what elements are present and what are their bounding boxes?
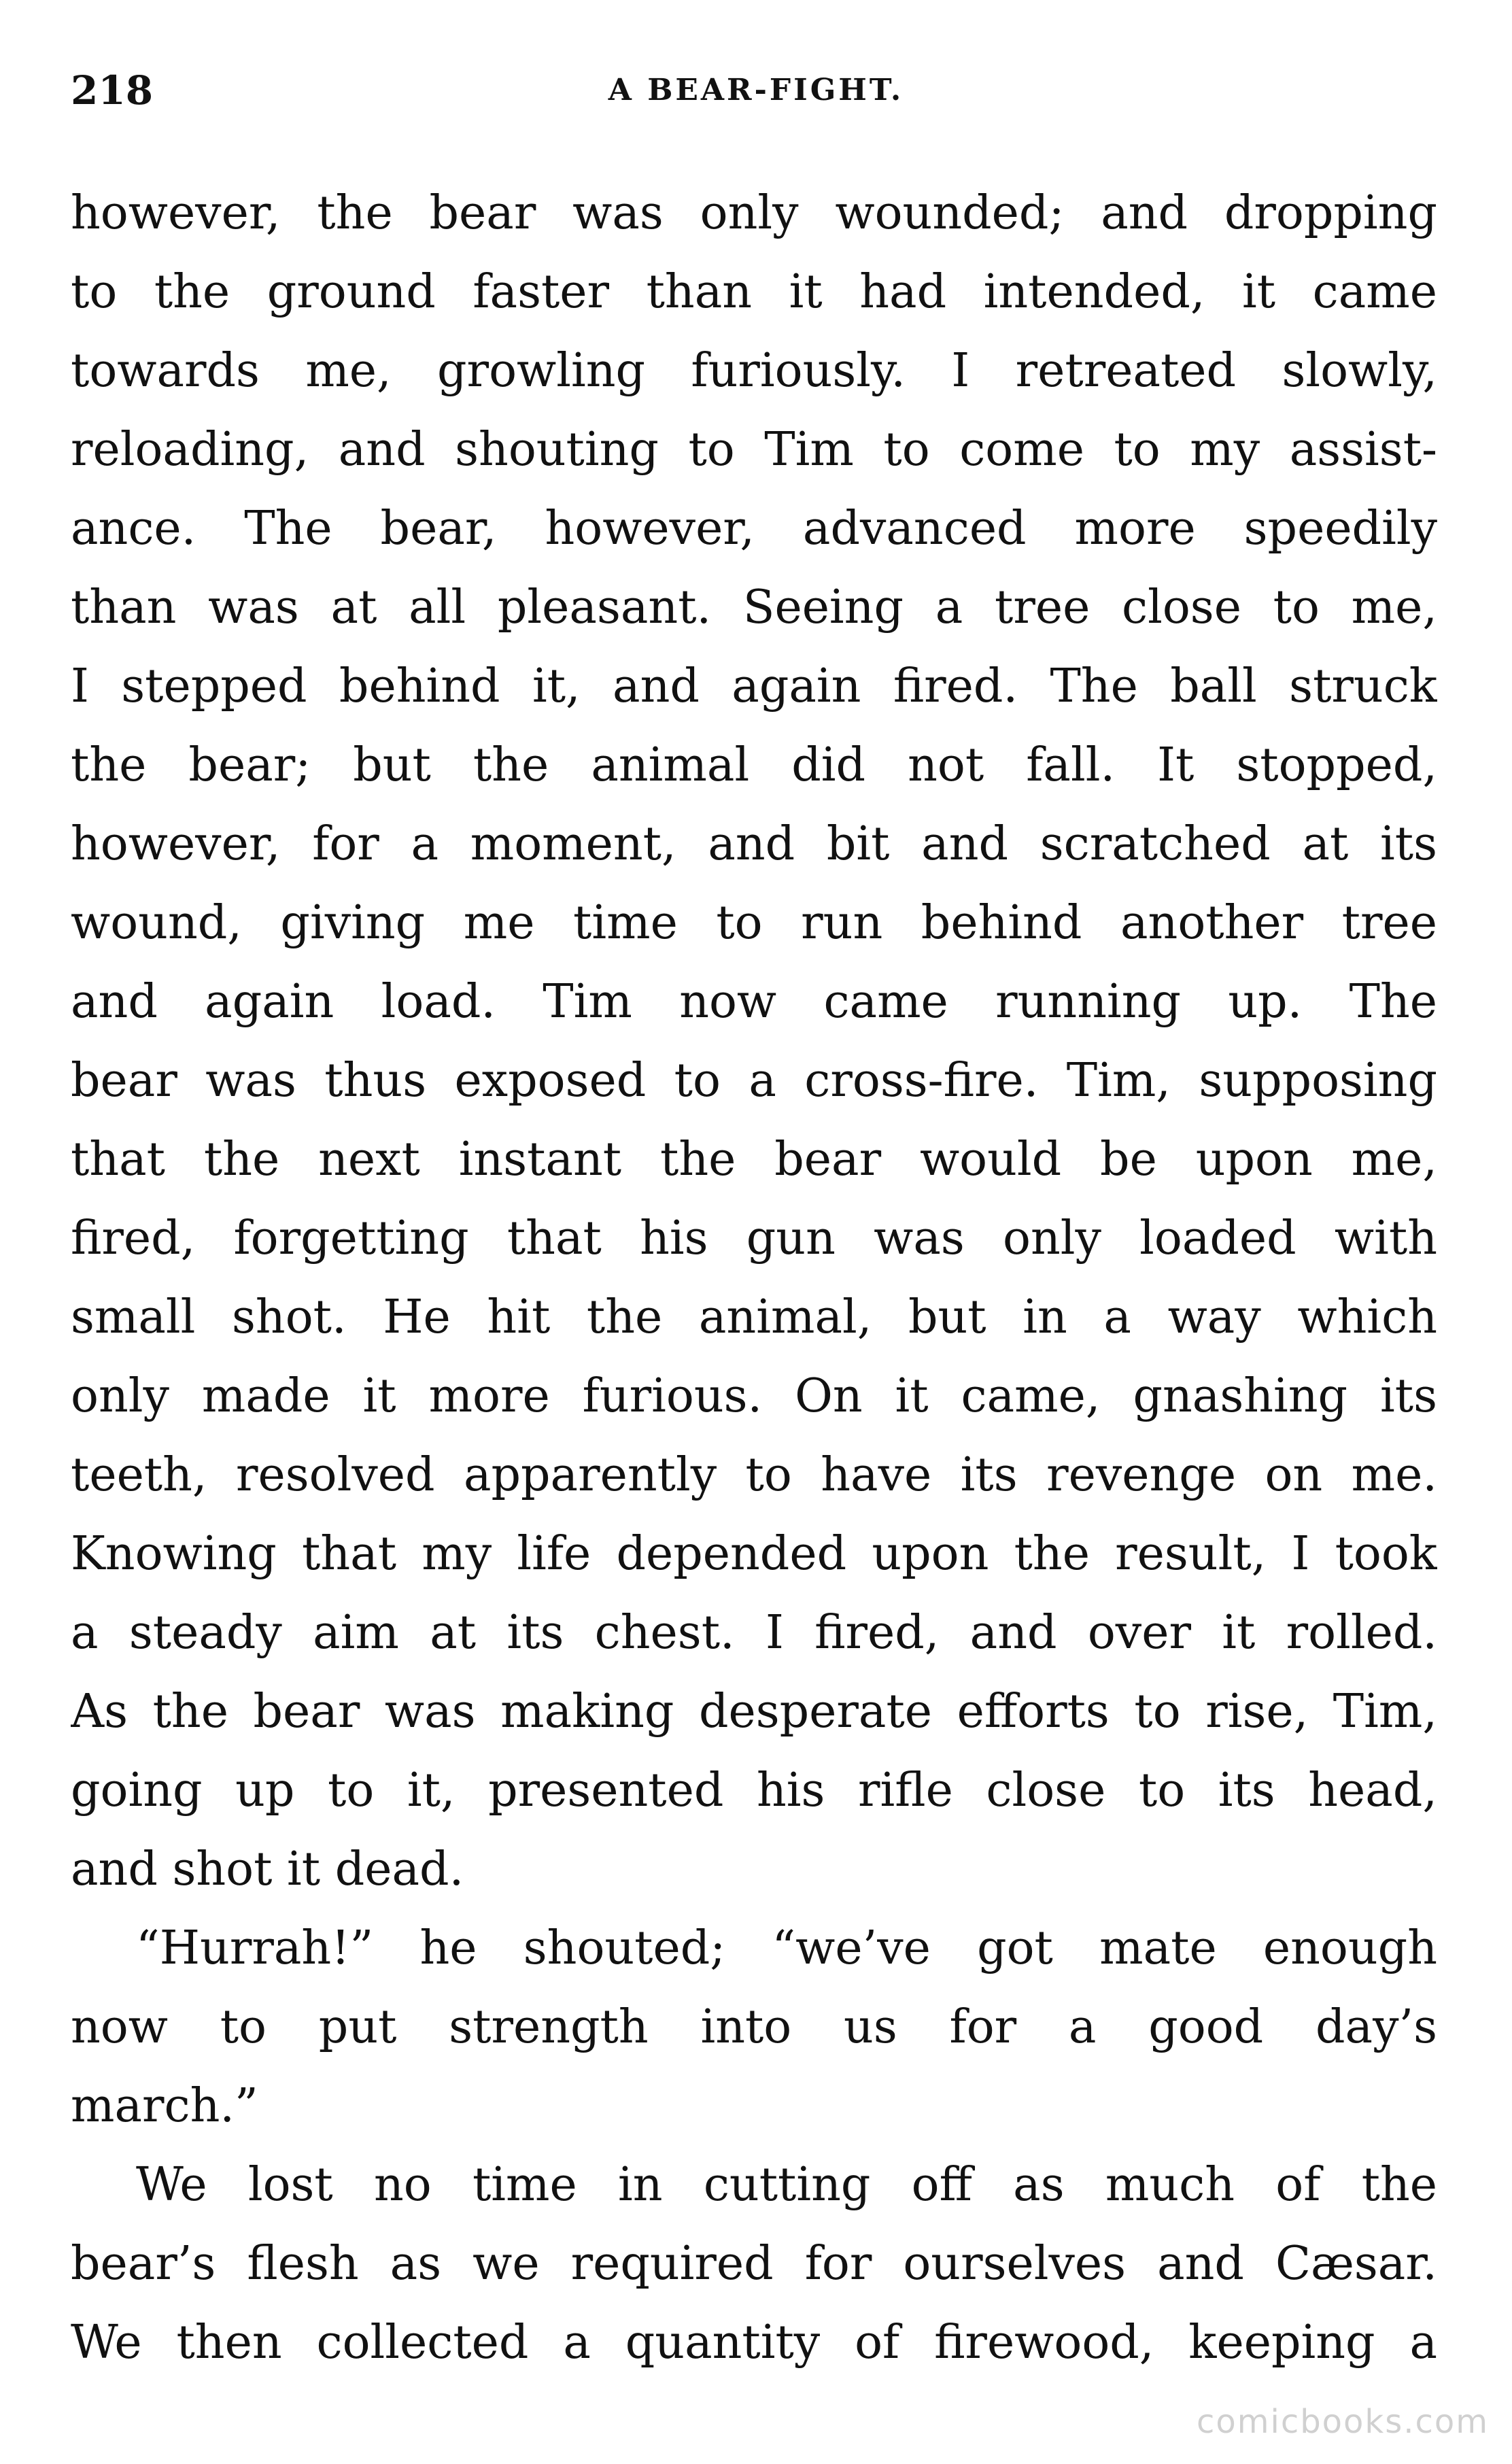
running-head: A BEAR-FIGHT. (608, 73, 904, 107)
page-header (71, 60, 1441, 121)
text-line: however, for a moment, and bit and scratched at its (71, 817, 1437, 871)
text-line: than was at all pleasant. Seeing a tree close to me, (71, 581, 1437, 634)
text-line: that the next instant the bear would be upon me, (71, 1133, 1437, 1186)
text-line: We then collected a quantity of firewood, keeping a (71, 2316, 1437, 2369)
body-text (71, 174, 1437, 2382)
watermark: comicbooks.com (1196, 2403, 1489, 2441)
text-line: reloading, and shouting to Tim to come to my assist- (71, 423, 1437, 477)
text-line: bear was thus exposed to a cross-fire. Tim, supposing (71, 1054, 1437, 1108)
text-line: wound, giving me time to run behind another tree (71, 896, 1437, 950)
text-line: Knowing that my life depended upon the result, I took (71, 1527, 1437, 1581)
text-line: towards me, growling furiously. I retreated slowly, (71, 344, 1437, 398)
text-line: march.” (71, 2079, 258, 2133)
text-line: “Hurrah!” he shouted; “we’ve got mate enough (136, 1921, 1437, 1975)
text-line: and shot it dead. (71, 1843, 464, 1896)
text-line: only made it more furious. On it came, gnashing its (71, 1369, 1437, 1423)
text-line: bear’s flesh as we required for ourselves and Cæsar. (71, 2237, 1437, 2291)
text-line: We lost no time in cutting off as much of the (136, 2158, 1437, 2212)
text-line: the bear; but the animal did not fall. It stopped, (71, 738, 1437, 792)
text-line: going up to it, presented his rifle close to its head, (71, 1764, 1437, 1817)
text-line: As the bear was making desperate efforts to rise, Tim, (71, 1685, 1437, 1739)
text-line: however, the bear was only wounded; and dropping (71, 186, 1437, 240)
text-line: ance. The bear, however, advanced more speedily (71, 502, 1437, 555)
text-line: teeth, resolved apparently to have its revenge on me. (71, 1448, 1437, 1502)
page-number: 218 (71, 67, 154, 114)
text-line: a steady aim at its chest. I fired, and over it rolled. (71, 1606, 1437, 1660)
text-line: now to put strength into us for a good day’s (71, 2000, 1437, 2054)
text-line: fired, forgetting that his gun was only loaded with (71, 1212, 1437, 1265)
text-line: and again load. Tim now came running up. The (71, 975, 1437, 1029)
text-line: to the ground faster than it had intended, it came (71, 265, 1437, 319)
text-line: small shot. He hit the animal, but in a way which (71, 1290, 1437, 1344)
text-line: I stepped behind it, and again fired. The ball struck (71, 660, 1437, 713)
